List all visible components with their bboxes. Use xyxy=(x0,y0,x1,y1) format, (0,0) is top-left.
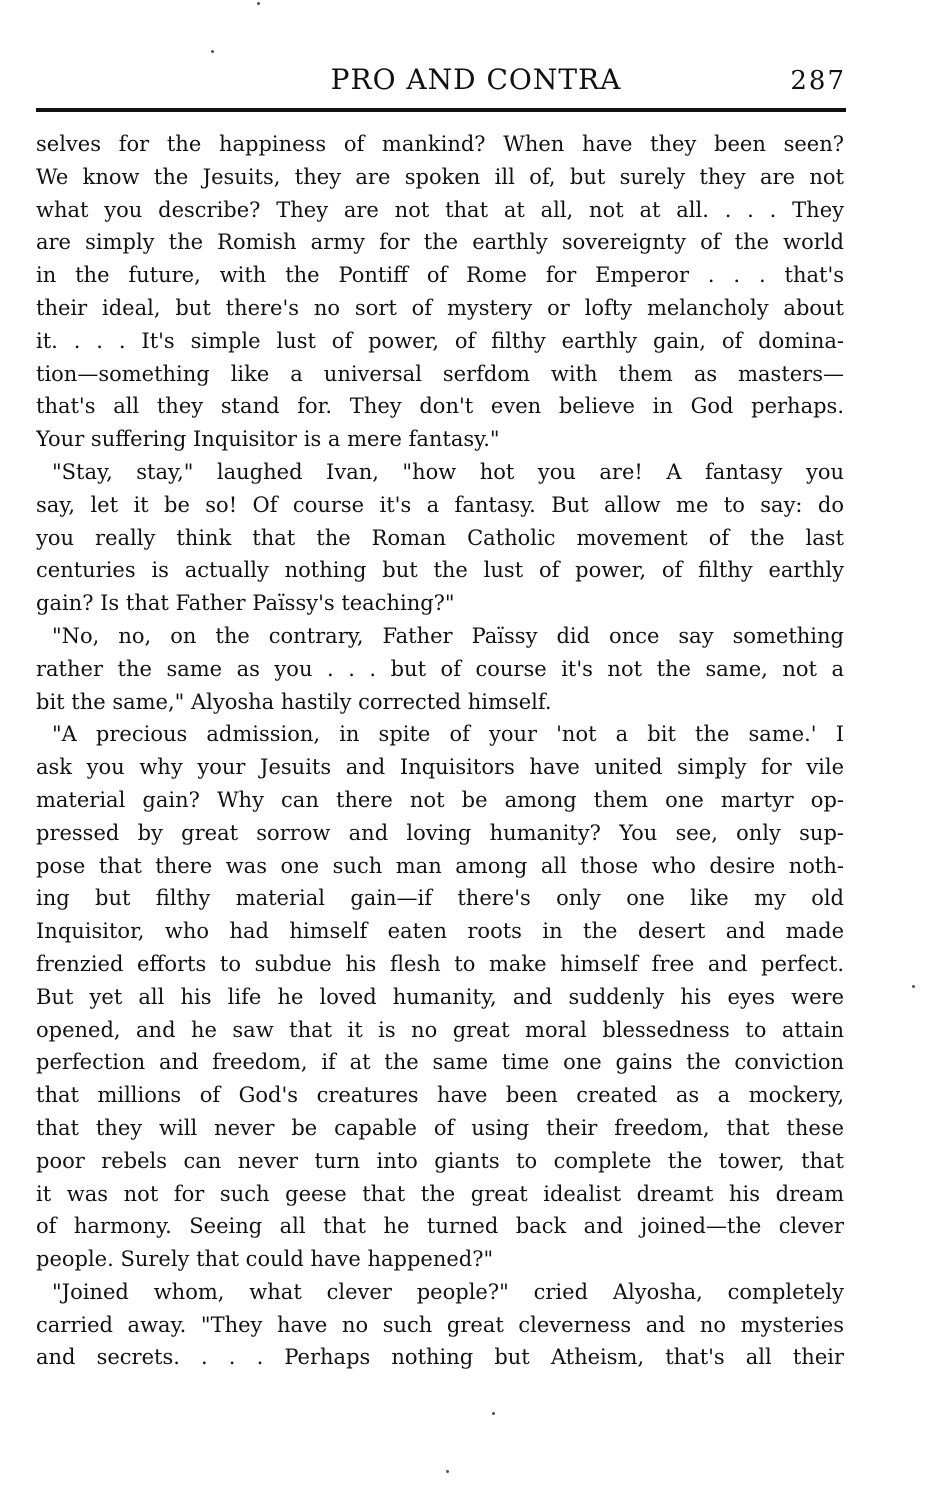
text-line: that millions of God's creatures have been created as a mockery, xyxy=(36,1083,844,1108)
page-number: 287 xyxy=(790,66,846,96)
text-line: ing but filthy material gain—if there's only one like my old xyxy=(36,886,844,911)
text-line: bit the same," Alyosha hastily corrected himself. xyxy=(36,689,552,714)
text-line: it was not for such geese that the great idealist dreamt his dream xyxy=(36,1181,844,1206)
running-head xyxy=(36,60,846,100)
text-line: say, let it be so! Of course it's a fantasy. But allow me to say: do xyxy=(36,492,844,517)
text-line: ask you why your Jesuits and Inquisitors have united simply for vile xyxy=(36,755,844,780)
text-line: in the future, with the Pontiff of Rome for Emperor . . . that's xyxy=(36,263,844,288)
text-line: pose that there was one such man among all those who desire noth- xyxy=(36,853,844,878)
text-line: But yet all his life he loved humanity, and suddenly his eyes were xyxy=(36,984,844,1009)
text-line: "A precious admission, in spite of your 'not a bit the same.' I xyxy=(52,722,844,747)
text-line: their ideal, but there's no sort of mystery or lofty melancholy about xyxy=(36,295,844,320)
text-line: carried away. "They have no such great cleverness and no mysteries xyxy=(36,1312,844,1337)
print-speck xyxy=(912,985,915,988)
text-line: "Stay, stay," laughed Ivan, "how hot you are! A fantasy you xyxy=(52,459,844,484)
body-text xyxy=(36,128,844,1374)
text-line: and secrets. . . . Perhaps nothing but Atheism, that's all their xyxy=(36,1345,844,1370)
print-speck xyxy=(257,2,260,5)
text-line: "No, no, on the contrary, Father Païssy did once say something xyxy=(52,623,844,648)
text-line: selves for the happiness of mankind? When have they been seen? xyxy=(36,132,844,156)
print-speck xyxy=(492,1412,495,1415)
text-line: frenzied efforts to subdue his flesh to make himself free and perfect. xyxy=(36,951,844,976)
text-line: that they will never be capable of using their freedom, that these xyxy=(36,1115,844,1140)
text-line: what you describe? They are not that at all, not at all. . . . They xyxy=(36,197,844,222)
text-line: Inquisitor, who had himself eaten roots in the desert and made xyxy=(36,919,844,944)
text-line: that's all they stand for. They don't even believe in God perhaps. xyxy=(36,394,844,419)
text-line: opened, and he saw that it is no great moral blessedness to attain xyxy=(36,1017,844,1042)
print-speck xyxy=(446,1470,449,1473)
text-line: people. Surely that could have happened?" xyxy=(36,1247,494,1272)
text-line: rather the same as you . . . but of course it's not the same, not a xyxy=(36,656,844,681)
text-line: you really think that the Roman Catholic movement of the last xyxy=(36,525,844,550)
text-line: gain? Is that Father Païssy's teaching?" xyxy=(36,591,455,616)
text-line: tion—something like a universal serfdom with them as masters— xyxy=(36,361,844,386)
text-line: centuries is actually nothing but the lust of power, of filthy earthly xyxy=(36,558,844,583)
text-line: material gain? Why can there not be among them one martyr op- xyxy=(36,787,844,812)
text-line: it. . . . It's simple lust of power, of filthy earthly gain, of domina- xyxy=(36,328,844,353)
print-speck xyxy=(211,50,214,53)
text-line: "Joined whom, what clever people?" cried Alyosha, completely xyxy=(52,1279,844,1304)
text-line: perfection and freedom, if at the same time one gains the conviction xyxy=(36,1050,844,1075)
text-line: We know the Jesuits, they are spoken ill of, but surely they are not xyxy=(36,164,844,189)
text-line: pressed by great sorrow and loving humanity? You see, only sup- xyxy=(36,820,844,845)
text-line: poor rebels can never turn into giants to complete the tower, that xyxy=(36,1148,844,1173)
header-rule xyxy=(36,108,846,112)
text-line: of harmony. Seeing all that he turned back and joined—the clever xyxy=(36,1214,844,1239)
text-line: are simply the Romish army for the earthly sovereignty of the world xyxy=(36,230,844,255)
running-title: PRO AND CONTRA xyxy=(330,63,622,96)
text-line: Your suffering Inquisitor is a mere fantasy." xyxy=(36,427,500,452)
